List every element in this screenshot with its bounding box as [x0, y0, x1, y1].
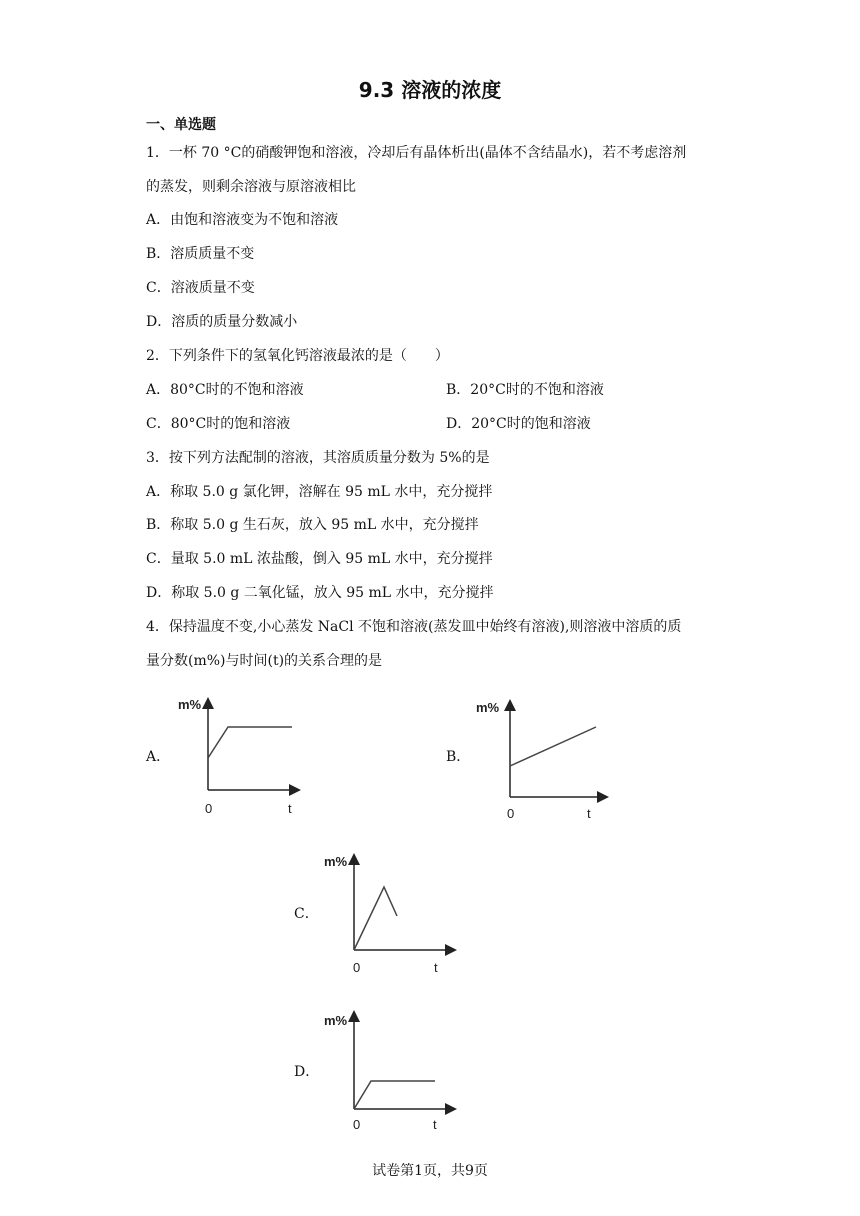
graph-b-ylabel: m% [476, 700, 500, 715]
question-2-stem: 2．下列条件下的氢氧化钙溶液最浓的是（ ） [146, 348, 449, 364]
graph-a-origin: 0 [205, 801, 213, 816]
graph-option-b [470, 690, 615, 820]
question-3-option-a: A．称取 5.0 g 氯化钾，溶解在 95 mL 水中，充分搅拌 [146, 484, 493, 500]
section-heading: 一、单选题 [146, 117, 216, 133]
graph-a-xlabel: t [288, 801, 292, 816]
graph-option-c [318, 848, 463, 978]
graph-c-xlabel: t [434, 960, 438, 975]
question-2-option-c: C．80°C时的饱和溶液 [146, 416, 291, 432]
question-1-option-d: D．溶质的质量分数减小 [146, 314, 298, 330]
graph-option-d [318, 1005, 463, 1135]
graph-d-origin: 0 [353, 1117, 361, 1132]
question-1-option-a: A．由饱和溶液变为不饱和溶液 [146, 212, 339, 228]
question-3-option-c: C．量取 5.0 mL 浓盐酸，倒入 95 mL 水中，充分搅拌 [146, 551, 493, 567]
graph-option-d-letter: D． [294, 1064, 320, 1080]
graph-option-a [170, 690, 310, 820]
graph-b-origin: 0 [507, 806, 515, 820]
graph-option-b-letter: B． [446, 749, 471, 765]
question-4-stem-line-2: 量分数(m%)与时间(t)的关系合理的是 [146, 653, 383, 669]
question-2-option-b: B．20°C时的不饱和溶液 [446, 382, 604, 398]
graph-option-c-letter: C． [294, 906, 319, 922]
graph-c-origin: 0 [353, 960, 361, 975]
page-footer: 试卷第1页，共9页 [372, 1163, 488, 1179]
graph-c-ylabel: m% [324, 854, 348, 869]
question-2-option-a: A．80°C时的不饱和溶液 [146, 382, 304, 398]
question-3-option-d: D．称取 5.0 g 二氧化锰，放入 95 mL 水中，充分搅拌 [146, 585, 494, 601]
question-2-option-d: D．20°C时的饱和溶液 [446, 416, 591, 432]
question-1-stem-line-2: 的蒸发，则剩余溶液与原溶液相比 [146, 179, 356, 195]
graph-option-a-letter: A． [146, 749, 171, 765]
graph-c-curve [354, 887, 397, 950]
graph-a-ylabel: m% [178, 697, 202, 712]
graph-d-xlabel: t [433, 1117, 437, 1132]
graph-d-ylabel: m% [324, 1013, 348, 1028]
question-1-stem-line-1: 1．一杯 70 °C的硝酸钾饱和溶液，冷却后有晶体析出(晶体不含结晶水)，若不考虑溶剂 [146, 145, 687, 161]
graph-a-curve [208, 727, 292, 758]
question-3-stem: 3．按下列方法配制的溶液，其溶质质量分数为 5%的是 [146, 450, 490, 466]
graph-b-xlabel: t [587, 806, 591, 820]
graph-d-curve [354, 1081, 435, 1109]
question-1-option-c: C．溶液质量不变 [146, 280, 255, 296]
question-4-stem-line-1: 4．保持温度不变,小心蒸发 NaCl 不饱和溶液(蒸发皿中始终有溶液),则溶液中溶质的质 [146, 619, 682, 635]
question-1-option-b: B．溶质质量不变 [146, 246, 255, 262]
page-title: 9.3 溶液的浓度 [358, 78, 502, 102]
question-3-option-b: B．称取 5.0 g 生石灰，放入 95 mL 水中，充分搅拌 [146, 517, 479, 533]
graph-b-curve [510, 727, 596, 766]
